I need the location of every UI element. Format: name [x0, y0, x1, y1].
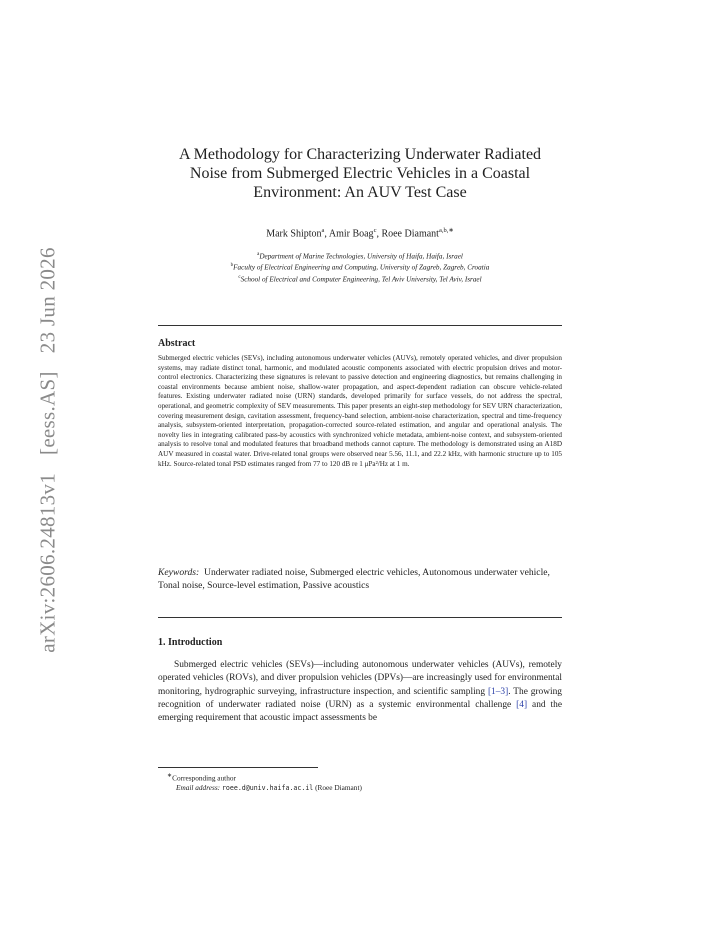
footnote-mark: ∗ — [167, 773, 173, 779]
abstract-text: Submerged electric vehicles (SEVs), including autonomous underwater vehicles (AUVs), remotely operated vehicles, and diver propulsion systems, may radiate distinct tonal, harmonic, and modulated acoustic components associated with electric propulsion drives and motor-control electronics. Characterizing these signatures is relevant to passive detection and engineering diagnostics, but remains challenging in coastal environments because ambient noise, shallow-water propagation, and aspect-dependent radiation can obscure vehicle-related features. Existing underwater radiated noise (URN) standards, developed primarily for surface vessels, do not address the spectral, operational, and geometric complexity of SEV measurements. This paper presents an eight-step methodology for SEV URN characterization, covering measurement design, cavitation assessment, frequency-band selection, ambient-noise characterization, spectral and time-frequency analysis, subsystem-oriented interpretation, propagation-corrected source-related estimation, and angular and operational analysis. The novelty lies in integrating calibrated pass-by acoustics with synchronized vehicle metadata, ambient-noise context, and subsystem-oriented analysis to resolve tonal and modulated features that broadband methods cannot capture. The methodology is demonstrated using an A18D AUV measured in coastal water. Drive-related tonal groups were observed near 5.56, 11.1, and 22.2 kHz, with harmonic structure up to 105 kHz. Source-related tonal PSD estimates ranged from 77 to 120 dB re 1 μPa²/Hz at 1 m. — [158, 354, 562, 468]
arxiv-id: arXiv:2606.24813v1 — [35, 472, 60, 653]
keywords-text: Underwater radiated noise, Submerged electric vehicles, Autonomous underwater vehicle, Tonal noise, Source-level estimation, Passive acoustics — [158, 567, 550, 591]
title-line: Environment: An AUV Test Case — [253, 184, 467, 201]
citation-link[interactable]: [4] — [516, 699, 528, 710]
affiliation: $^a$Department of Marine Technologies, University of Haifa, Haifa, Israel — [257, 252, 463, 261]
keywords — [158, 566, 562, 592]
affiliation-list — [130, 250, 590, 284]
author-list: Mark Shipton$^a$, Amir Boag$^c$, Roee Diamant$^{a,b,∗}$ — [266, 227, 454, 240]
author-affiliation-mark: a — [321, 227, 325, 234]
email-owner: (Roee Diamant) — [315, 783, 362, 793]
author-name: Mark Shipton — [266, 228, 322, 240]
affiliation: $^b$Faculty of Electrical Engineering and Computing, University of Zagreb, Zagreb, Croatia — [230, 263, 490, 272]
arxiv-side-identifier — [36, 247, 61, 653]
keywords-label: Keywords: — [158, 567, 200, 578]
author-name: Roee Diamant — [381, 228, 439, 240]
author-affiliation-mark: a,b,∗ — [438, 227, 454, 234]
email-label: Email address: — [176, 783, 221, 793]
abstract-heading: Abstract — [158, 338, 196, 349]
corresponding-author-note: Corresponding author — [172, 773, 236, 783]
title-line: Noise from Submerged Electric Vehicles in a Coastal — [189, 165, 531, 182]
citation-link[interactable]: [1–3] — [487, 686, 509, 697]
footnote-divider — [158, 767, 318, 768]
introduction-text: Submerged electric vehicles (SEVs)—including autonomous underwater vehicles (AUVs), remotely operated vehicles (ROVs), and diver propulsion vehicles (DPVs)—are increasingly used for environmental monitoring, hydrographic surveying, infrastructure inspection, and scientific sampling [1–3]. The growing recognition of underwater radiated noise (URN) as a systemic environmental challenge [4] and the emerging requirement that acoustic impact assessments be — [158, 660, 562, 724]
paper-title — [150, 145, 570, 202]
title-line: A Methodology for Characterizing Underwater Radiated — [178, 146, 542, 163]
author-name: Amir Boag — [328, 228, 374, 240]
divider — [158, 325, 562, 326]
divider — [158, 617, 562, 618]
arxiv-date: 23 Jun 2026 — [35, 247, 60, 354]
footnote — [158, 771, 562, 793]
author-affiliation-mark: c — [373, 227, 377, 234]
email-address[interactable]: roee.d@univ.haifa.ac.il — [221, 784, 314, 793]
section-heading: 1. Introduction — [158, 637, 223, 648]
affiliation: $^c$School of Electrical and Computer Engineering, Tel Aviv University, Tel Aviv, Israel — [238, 274, 482, 284]
arxiv-category: [eess.AS] — [35, 371, 60, 455]
